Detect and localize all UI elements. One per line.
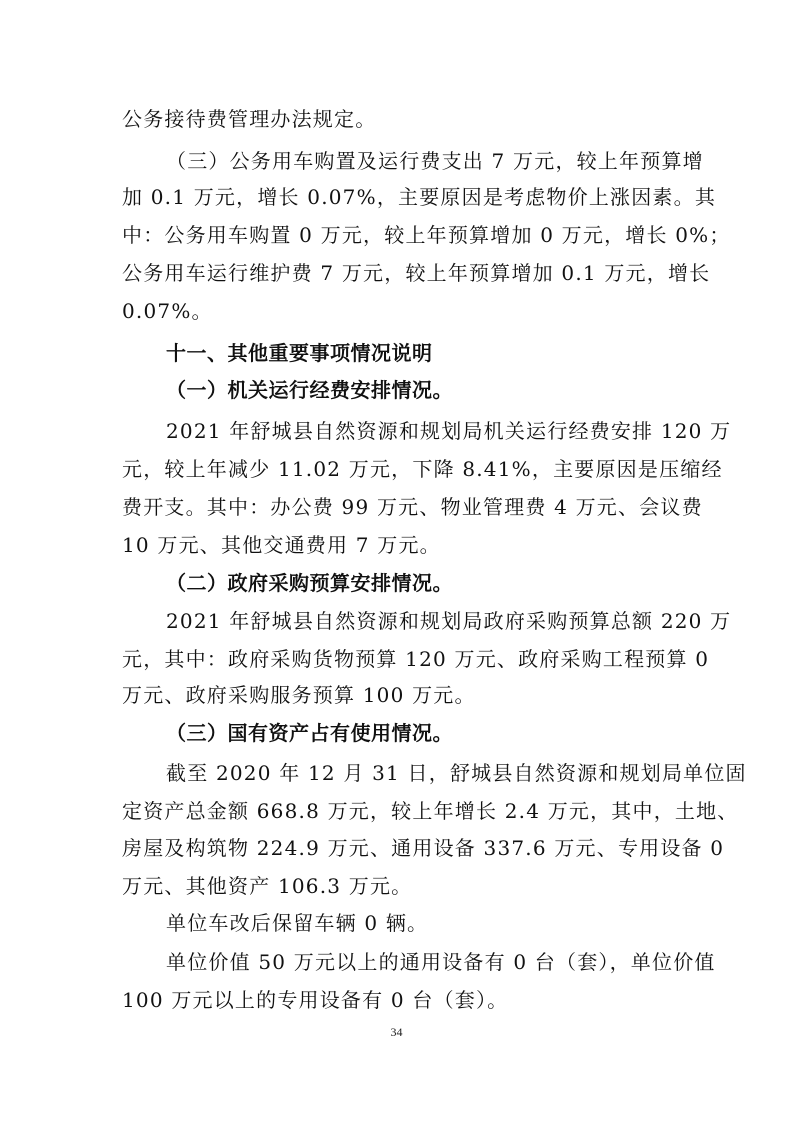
paragraph-line: 0.07%。 [122,299,213,323]
paragraph-line: 加 0.1 万元，增长 0.07%，主要原因是考虑物价上涨因素。其 [122,185,717,209]
paragraph-line: 定资产总金额 668.8 万元，较上年增长 2.4 万元，其中，土地、 [122,799,739,823]
paragraph-line: 中：公务用车购置 0 万元，较上年预算增加 0 万元，增长 0%； [122,223,731,247]
subsection-heading: （二）政府采购预算安排情况。 [166,571,453,595]
paragraph-line: 单位车改后保留车辆 0 辆。 [166,911,429,935]
page-number: 34 [390,1025,403,1039]
paragraph-line: 万元、其他资产 106.3 万元。 [122,874,413,898]
paragraph-line: 费开支。其中：办公费 99 万元、物业管理费 4 万元、会议费 [122,495,703,519]
paragraph-line: 截至 2020 年 12 月 31 日，舒城县自然资源和规划局单位固 [166,761,747,785]
paragraph-line: 元，较上年减少 11.02 万元，下降 8.41%，主要原因是压缩经 [122,457,723,481]
paragraph-line: （三）公务用车购置及运行费支出 7 万元，较上年预算增 [166,149,704,173]
subsection-heading: （三）国有资产占有使用情况。 [166,721,453,745]
paragraph-line: 100 万元以上的专用设备有 0 台（套）。 [122,988,509,1012]
section-heading: 十一、其他重要事项情况说明 [166,341,433,365]
paragraph-line: 公务接待费管理办法规定。 [122,107,377,131]
subsection-heading: （一）机关运行经费安排情况。 [166,378,453,402]
paragraph-line: 2021 年舒城县自然资源和规划局政府采购预算总额 220 万 [166,609,732,633]
paragraph-line: 2021 年舒城县自然资源和规划局机关运行经费安排 120 万 [166,419,732,443]
paragraph-line: 单位价值 50 万元以上的通用设备有 0 台（套），单位价值 [166,950,716,974]
paragraph-line: 元，其中：政府采购货物预算 120 万元、政府采购工程预算 0 [122,647,710,671]
paragraph-line: 10 万元、其他交通费用 7 万元。 [122,533,441,557]
paragraph-line: 公务用车运行维护费 7 万元，较上年预算增加 0.1 万元，增长 [122,261,711,285]
paragraph-line: 房屋及构筑物 224.9 万元、通用设备 337.6 万元、专用设备 0 [122,836,725,860]
paragraph-line: 万元、政府采购服务预算 100 万元。 [122,683,476,707]
